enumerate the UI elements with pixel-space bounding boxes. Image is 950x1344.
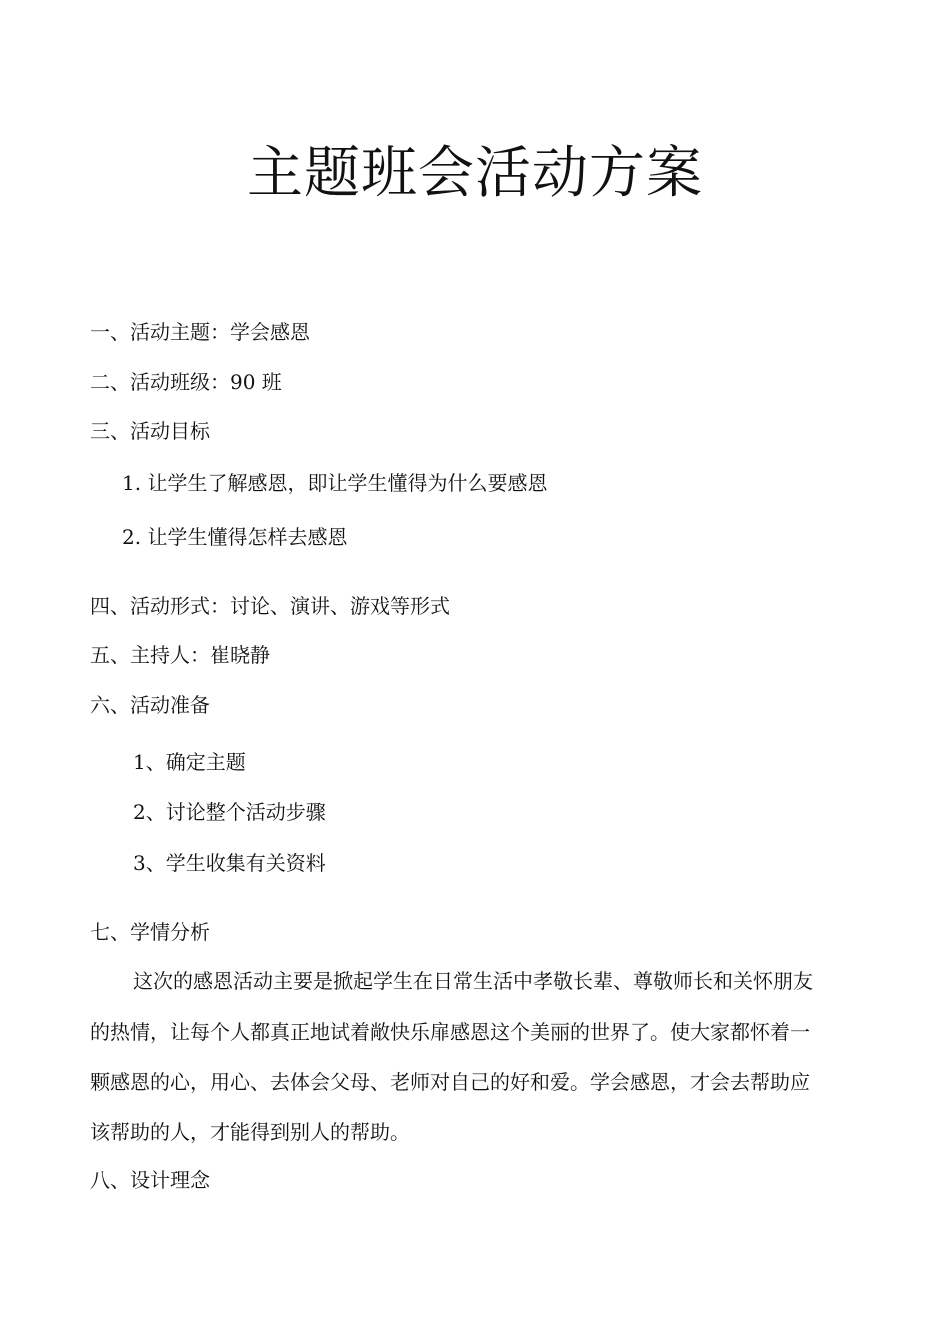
- analysis-line-3: 颗感恩的心，用心、去体会父母、老师对自己的好和爱。学会感恩，才会去帮助应: [90, 1070, 810, 1094]
- section-goals-heading: 三、活动目标: [90, 419, 210, 443]
- section-host: 五、主持人：崔晓静: [90, 643, 270, 667]
- section-form: 四、活动形式：讨论、演讲、游戏等形式: [90, 594, 450, 618]
- prep-item-2: 2、讨论整个活动步骤: [133, 800, 326, 824]
- section-theme: 一、活动主题：学会感恩: [90, 320, 310, 344]
- section-analysis-heading: 七、学情分析: [90, 920, 210, 944]
- prep-item-1: 1、确定主题: [133, 750, 246, 774]
- page-title: 主题班会活动方案: [247, 141, 703, 206]
- analysis-line-1: 这次的感恩活动主要是掀起学生在日常生活中孝敬长辈、尊敬师长和关怀朋友: [133, 969, 813, 993]
- section-class: 二、活动班级：90 班: [90, 370, 282, 394]
- goal-item-1: 1. 让学生了解感恩，即让学生懂得为什么要感恩: [122, 471, 548, 495]
- section-prep-heading: 六、活动准备: [90, 693, 210, 717]
- goal-item-2: 2. 让学生懂得怎样去感恩: [122, 525, 348, 549]
- analysis-line-2: 的热情，让每个人都真正地试着敞快乐扉感恩这个美丽的世界了。使大家都怀着一: [90, 1020, 810, 1044]
- analysis-line-4: 该帮助的人，才能得到别人的帮助。: [90, 1120, 410, 1144]
- prep-item-3: 3、学生收集有关资料: [133, 851, 326, 875]
- section-design-heading: 八、设计理念: [90, 1168, 210, 1192]
